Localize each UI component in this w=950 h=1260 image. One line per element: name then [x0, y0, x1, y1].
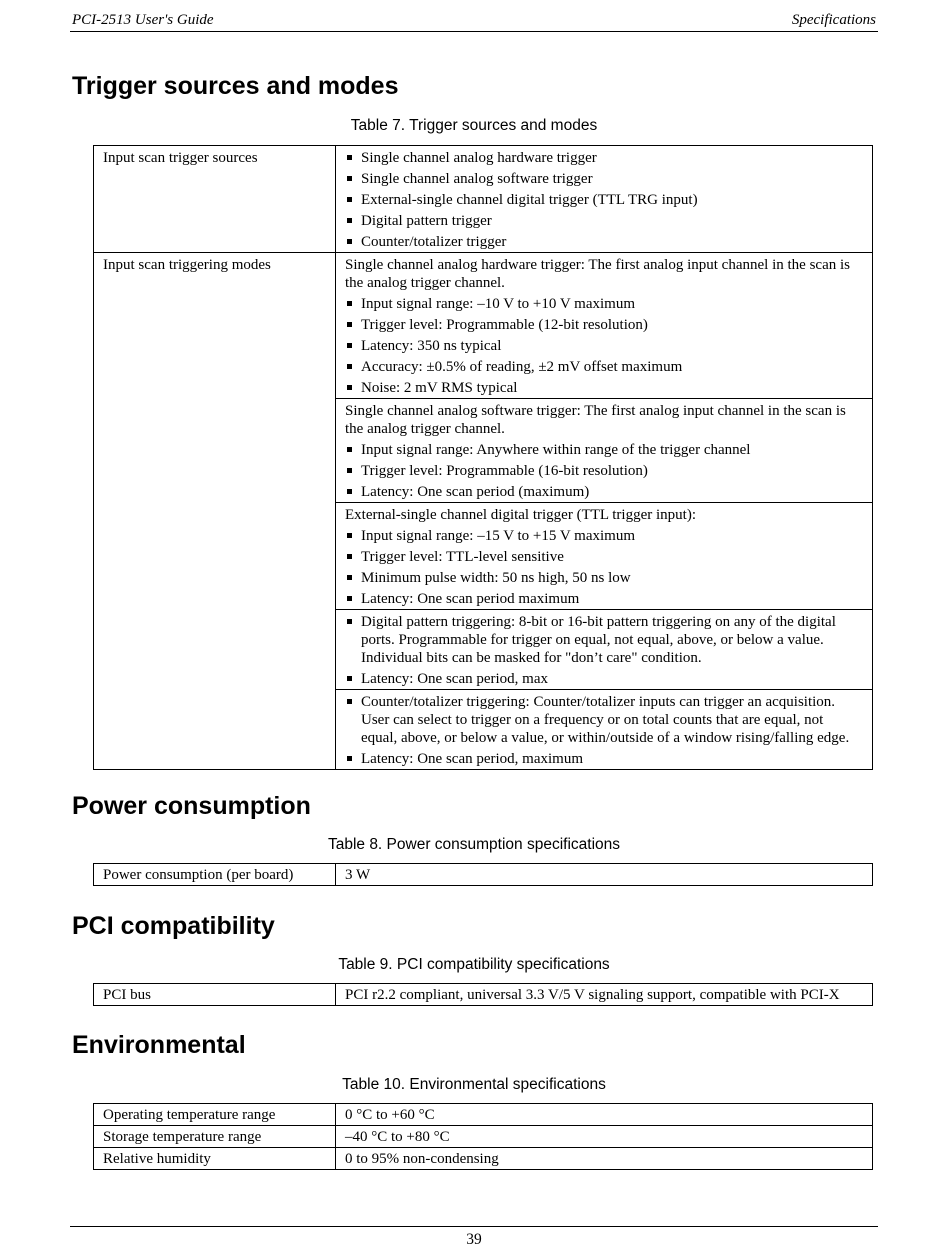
table-caption-trigger: Table 7. Trigger sources and modes	[350, 117, 598, 134]
list-item: External-single channel digital trigger (TTL TRG input)	[345, 191, 863, 209]
header-chapter-title: Specifications	[791, 12, 876, 28]
table-caption-pci: Table 9. PCI compatibility specifications	[338, 956, 610, 973]
table-row	[94, 1104, 873, 1126]
header-document-title: PCI-2513 User's Guide	[72, 12, 214, 28]
row-label-sources: Input scan trigger sources	[94, 146, 336, 253]
row-label-storage-temp: Storage temperature range	[94, 1126, 336, 1148]
table-caption-power: Table 8. Power consumption specifications	[327, 836, 621, 853]
list-item: Counter/totalizer trigger	[345, 233, 863, 251]
sw-trigger-intro: Single channel analog software trigger: The first analog input channel in the scan is the analog trigger channel.	[345, 403, 846, 437]
sw-trigger-cell	[336, 399, 873, 503]
list-item: Single channel analog hardware trigger	[345, 149, 863, 167]
hw-trigger-intro: Single channel analog hardware trigger: The first analog input channel in the scan is the analog trigger channel.	[345, 257, 850, 291]
list-item: Counter/totalizer triggering: Counter/totalizer inputs can trigger an acquisition. User can select to trigger on a frequency or on total counts that are equal, not equal, above, or below a value, or within/outside of a window rising/falling edge.	[345, 693, 863, 747]
list-item: Trigger level: Programmable (12-bit resolution)	[345, 316, 863, 334]
row-label-modes: Input scan triggering modes	[94, 253, 336, 770]
list-item: Input signal range: –10 V to +10 V maximum	[345, 295, 863, 313]
table-row	[94, 146, 873, 253]
pci-table	[93, 983, 873, 1006]
table-row	[94, 1148, 873, 1170]
environmental-table	[93, 1103, 873, 1170]
table-row	[94, 253, 873, 399]
list-item: Trigger level: Programmable (16-bit resolution)	[345, 462, 863, 480]
section-title-trigger: Trigger sources and modes	[72, 72, 399, 100]
section-title-power: Power consumption	[72, 792, 311, 820]
list-item: Input signal range: Anywhere within range of the trigger channel	[345, 441, 863, 459]
ext-trigger-cell	[336, 503, 873, 610]
row-label-humidity: Relative humidity	[94, 1148, 336, 1170]
ext-trigger-intro: External-single channel digital trigger (TTL trigger input):	[345, 507, 696, 523]
row-label-power: Power consumption (per board)	[94, 864, 336, 886]
section-title-environmental: Environmental	[72, 1031, 246, 1059]
list-item: Latency: One scan period maximum	[345, 590, 863, 608]
counter-trigger-list	[345, 693, 863, 768]
row-value-humidity: 0 to 95% non-condensing	[336, 1148, 873, 1170]
pattern-trigger-cell	[336, 610, 873, 690]
list-item: Latency: One scan period (maximum)	[345, 483, 863, 501]
row-label-operating-temp: Operating temperature range	[94, 1104, 336, 1126]
table-row	[94, 984, 873, 1006]
ext-trigger-list	[345, 527, 863, 608]
pattern-trigger-list	[345, 613, 863, 688]
row-value-storage-temp: –40 °C to +80 °C	[336, 1126, 873, 1148]
list-item: Input signal range: –15 V to +15 V maximum	[345, 527, 863, 545]
row-value-power: 3 W	[336, 864, 873, 886]
list-item: Accuracy: ±0.5% of reading, ±2 mV offset maximum	[345, 358, 863, 376]
list-item: Minimum pulse width: 50 ns high, 50 ns low	[345, 569, 863, 587]
table-row	[94, 864, 873, 886]
trigger-table	[93, 145, 873, 770]
list-item: Noise: 2 mV RMS typical	[345, 379, 863, 397]
list-item: Digital pattern triggering: 8-bit or 16-bit pattern triggering on any of the digital ports. Programmable for trigger on equal, not equal, above, or below a value. Individual bits can be masked for "don’t care" condition.	[345, 613, 863, 667]
section-title-pci: PCI compatibility	[72, 912, 275, 940]
hw-trigger-cell	[336, 253, 873, 399]
list-item: Latency: One scan period, max	[345, 670, 863, 688]
list-item: Latency: One scan period, maximum	[345, 750, 863, 768]
table-row	[94, 1126, 873, 1148]
list-item: Digital pattern trigger	[345, 212, 863, 230]
sources-list	[345, 149, 863, 251]
counter-trigger-cell	[336, 690, 873, 770]
row-value-pci: PCI r2.2 compliant, universal 3.3 V/5 V signaling support, compatible with PCI-X	[336, 984, 873, 1006]
page-number: 39	[466, 1231, 482, 1248]
list-item: Single channel analog software trigger	[345, 170, 863, 188]
table-caption-environmental: Table 10. Environmental specifications	[342, 1076, 606, 1093]
list-item: Trigger level: TTL-level sensitive	[345, 548, 863, 566]
hw-trigger-list	[345, 295, 863, 397]
footer-divider	[70, 1226, 878, 1227]
sources-cell	[336, 146, 873, 253]
row-label-pci: PCI bus	[94, 984, 336, 1006]
list-item: Latency: 350 ns typical	[345, 337, 863, 355]
power-table	[93, 863, 873, 886]
row-value-operating-temp: 0 °C to +60 °C	[336, 1104, 873, 1126]
sw-trigger-list	[345, 441, 863, 501]
running-header	[70, 10, 878, 32]
